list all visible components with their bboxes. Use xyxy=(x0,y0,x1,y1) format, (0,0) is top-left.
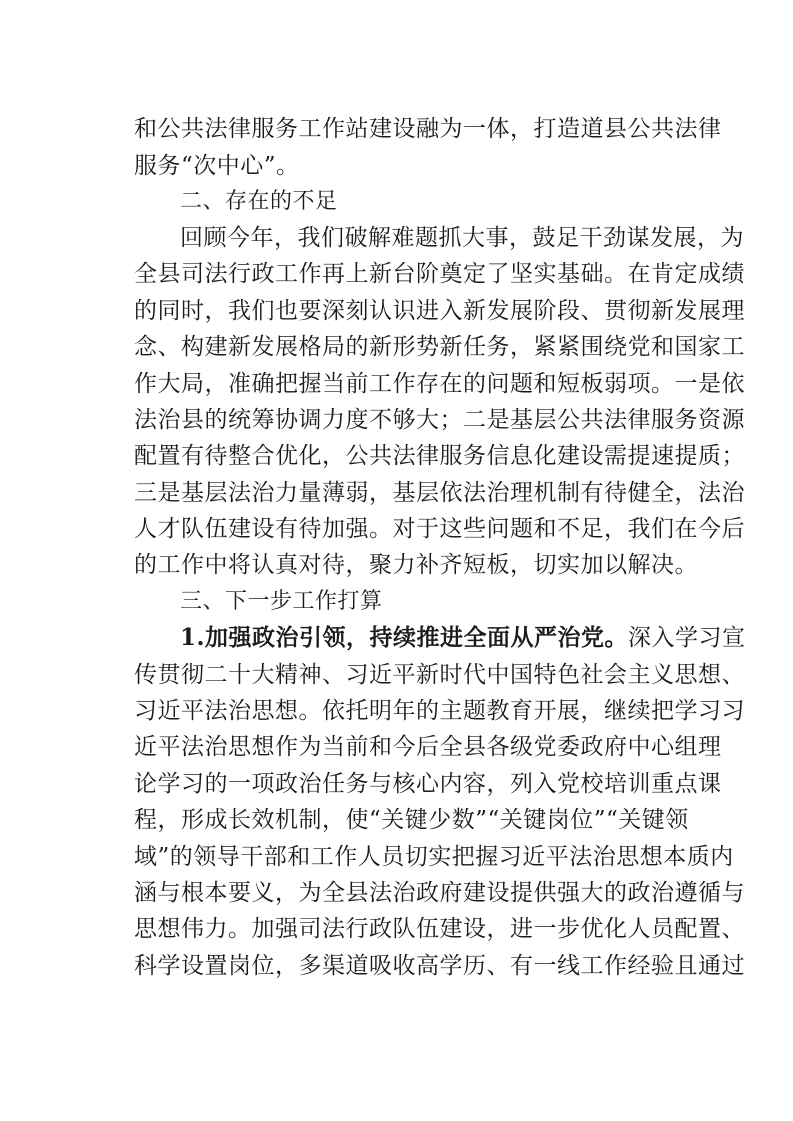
paragraph-line: 人才队伍建设有待加强。对于这些问题和不足，我们在今后 xyxy=(134,516,745,542)
paragraph-line: 论学习的一项政治任务与核心内容，列入党校培训重点课 xyxy=(134,771,722,797)
paragraph-line: 近平法治思想作为当前和今后全县各级党委政府中心组理 xyxy=(134,734,722,760)
paragraph-line: 作大局，准确把握当前工作存在的问题和短板弱项。一是依 xyxy=(134,371,745,397)
paragraph-line: 服务“次中心”。 xyxy=(134,153,300,179)
paragraph-line: 域”的领导干部和工作人员切实把握习近平法治思想本质内 xyxy=(134,844,734,870)
paragraph-line: 习近平法治思想。依托明年的主题教育开展，继续把学习习 xyxy=(134,698,745,724)
section-heading-shortcomings: 二、存在的不足 xyxy=(180,189,338,214)
paragraph-line: 的同时，我们也要深刻认识进入新发展阶段、贯彻新发展理 xyxy=(134,298,745,324)
paragraph-line: 程，形成长效机制，使“关键少数”“关键岗位”“关键领 xyxy=(134,807,689,833)
paragraph-line: 法治县的统筹协调力度不够大；二是基层公共法律服务资源 xyxy=(134,407,745,433)
paragraph-line: 传贯彻二十大精神、习近平新时代中国特色社会主义思想、 xyxy=(134,662,745,688)
paragraph-line: 回顾今年，我们破解难题抓大事，鼓足干劲谋发展，为 xyxy=(180,225,744,251)
paragraph-line: 的工作中将认真对待，聚力补齐短板，切实加以解决。 xyxy=(134,552,698,578)
paragraph-line: 念、构建新发展格局的新形势新任务，紧紧围绕党和国家工 xyxy=(134,334,745,360)
bold-lead-text: 1.加强政治引领，持续推进全面从严治党。 xyxy=(180,624,629,651)
paragraph-line: 全县司法行政工作再上新台阶奠定了坚实基础。在肯定成绩 xyxy=(134,261,745,287)
paragraph-line-with-bold-lead xyxy=(180,623,746,653)
paragraph-line: 科学设置岗位，多渠道吸收高学历、有一线工作经验且通过 xyxy=(134,953,745,979)
paragraph-text: 深入学习宣 xyxy=(628,625,746,651)
paragraph-line: 三是基层法治力量薄弱，基层依法治理机制有待健全，法治 xyxy=(134,480,745,506)
paragraph-line: 配置有待整合优化，公共法律服务信息化建设需提速提质； xyxy=(134,443,745,469)
paragraph-line: 思想伟力。加强司法行政队伍建设，进一步优化人员配置、 xyxy=(134,916,745,942)
section-heading-next-steps: 三、下一步工作打算 xyxy=(180,589,383,614)
paragraph-line: 涵与根本要义，为全县法治政府建设提供强大的政治遵循与 xyxy=(134,880,745,906)
paragraph-line: 和公共法律服务工作站建设融为一体，打造道县公共法律 xyxy=(134,116,722,142)
